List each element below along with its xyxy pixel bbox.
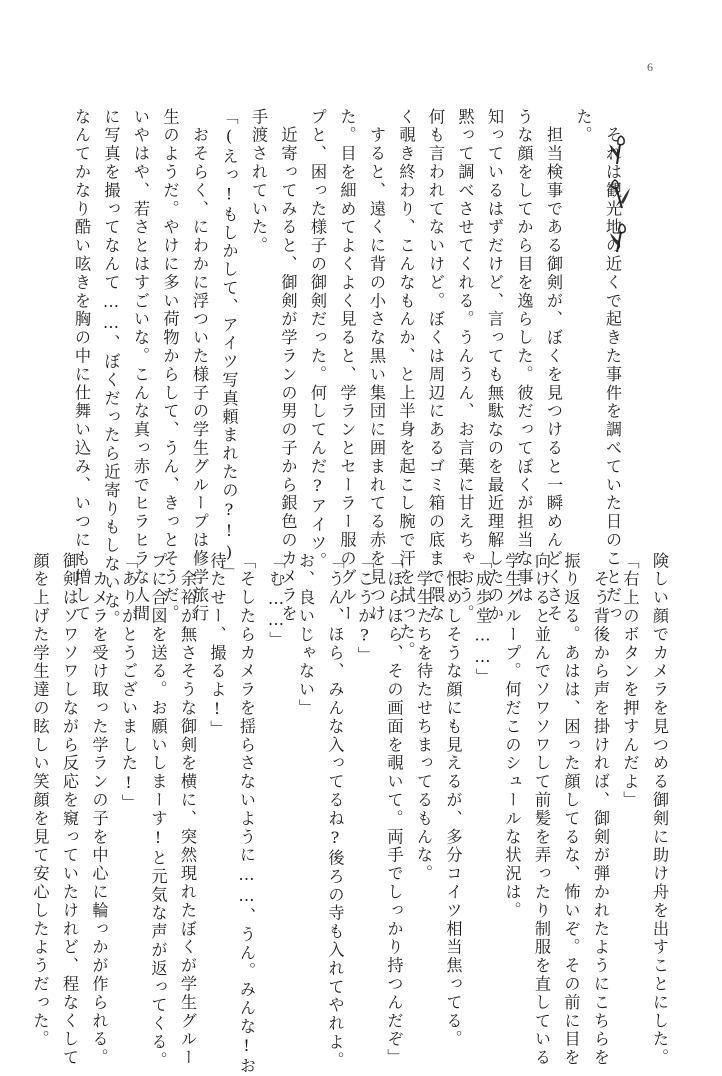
text-line: 知っているはずだけど、言っても無駄なのを最近理解したのか xyxy=(485,108,504,624)
text-line: それは観光地の近くで起きた事件を調べていた日のことだっ xyxy=(603,108,622,624)
text-line: 担当検事である御剣が、ぼくを見つけると一瞬めんどくさそ xyxy=(544,108,563,624)
text-line: 御剣はソワソワしながら反応を窺っていたけれど、程なくして xyxy=(60,552,79,1068)
text-line: うな顔をしてから目を逸らした。彼だってぼくが担当な事は xyxy=(514,108,534,605)
text-line: 「成歩堂……」 xyxy=(473,552,492,687)
text-line: た。 xyxy=(573,108,593,145)
text-line: 黙って調べさせてくれる。うんうん、お言葉に甘えちゃおう。 xyxy=(455,108,475,624)
text-line: カメラを受け取った学ランの子を中心に輪っかが作られる。 xyxy=(89,552,109,1068)
text-line: いやはや、若さとはすごいな。こんな真っ赤でヒラヒラな人間 xyxy=(131,108,150,624)
text-line: 向けると並んでソワソワして前髪を弄ったり制服を直している xyxy=(532,552,551,1068)
text-line: 「こうか?」 xyxy=(355,552,374,666)
text-line: 学生グループ。何だこのシュールな状況は。 xyxy=(502,552,522,920)
text-line: 「(えっ!もしかして、アイツ写真頼まれたの?!)」 xyxy=(219,108,239,582)
text-line: 「む……」 xyxy=(266,552,286,650)
text-line: プと、困った様子の御剣だった。何してんだ?アイツ。 xyxy=(308,108,327,571)
text-line: 顔を上げた学生達の眩しい笑顔を見て安心したようだった。 xyxy=(30,552,50,1049)
text-line: なんてかなり酷い呟きを胸の中に仕舞い込み、いつにも増して xyxy=(72,108,91,624)
text-line: おそらく、にわかに浮ついた様子の学生グループは修学旅行 xyxy=(190,108,209,624)
text-line: 「そしたらカメラを揺らさないように……、うん。みんな!お xyxy=(237,552,256,1076)
text-line: そう背後から声を掛ければ、御剣が弾かれたようにこちらを xyxy=(591,552,610,1068)
text-line: 振り返る。あはは、困った顔してるな、怖いぞ。その前に目を xyxy=(561,552,581,1068)
text-line: に写真を撮ってなんて……、ぼくだったら近寄りもしないな。 xyxy=(101,108,121,629)
text-line: 近寄ってみると、御剣が学ランの男の子から銀色のカメラを xyxy=(278,108,298,624)
text-line: 待たせー、撮るよ!」 xyxy=(207,552,227,739)
text-line: 険しい顔でカメラを見つめる御剣に助け舟を出すことにした。 xyxy=(650,552,669,1068)
text-line: 恨めしそうな顔にも見えるが、多分コイツ相当焦ってる。 xyxy=(443,552,463,1049)
text-line: お、良いじゃない」 xyxy=(296,552,315,718)
text-line: 生のようだ。やけに多い荷物からして、うん、きっとそうだ。 xyxy=(160,108,180,624)
text-line: すると、遠くに背の小さな黒い集団に囲まれてる赤を見つけ xyxy=(367,108,386,624)
text-line: 「ありがとうございました!」 xyxy=(119,552,138,813)
text-line: 「右上のボタンを押すんだよ」 xyxy=(620,552,640,810)
text-line: 手渡されていた。 xyxy=(249,108,268,256)
text-line: 「うん、ほら、みんな入ってるね?後ろの寺も入れてやれよ。 xyxy=(325,552,345,1070)
text-line: く覗き終わり、こんなもんか、と上半身を起こし腕で汗を拭った。 xyxy=(396,108,416,660)
text-line: た。目を細めてよくよく見ると、学ランとセーラー服のグルー xyxy=(337,108,357,624)
text-line: 余裕が無さそうな御剣を横に、突然現れたぼくが学生グルー xyxy=(178,552,197,1068)
lower-text-block xyxy=(25,552,674,1076)
page-number: 6 xyxy=(647,60,653,74)
text-line: 学生たちを待たせちまってるもんな。 xyxy=(414,552,433,884)
text-line: 何も言われてないけど。ぼくは周辺にあるゴミ箱の底まで隈な xyxy=(426,108,445,624)
text-line: 「ほらほら、その画面を覗いて。両手でしっかり持つんだぞ」 xyxy=(384,552,404,1068)
text-line: プに合図を送る。お願いしまーす!と元気な声が返ってくる。 xyxy=(148,552,168,1070)
